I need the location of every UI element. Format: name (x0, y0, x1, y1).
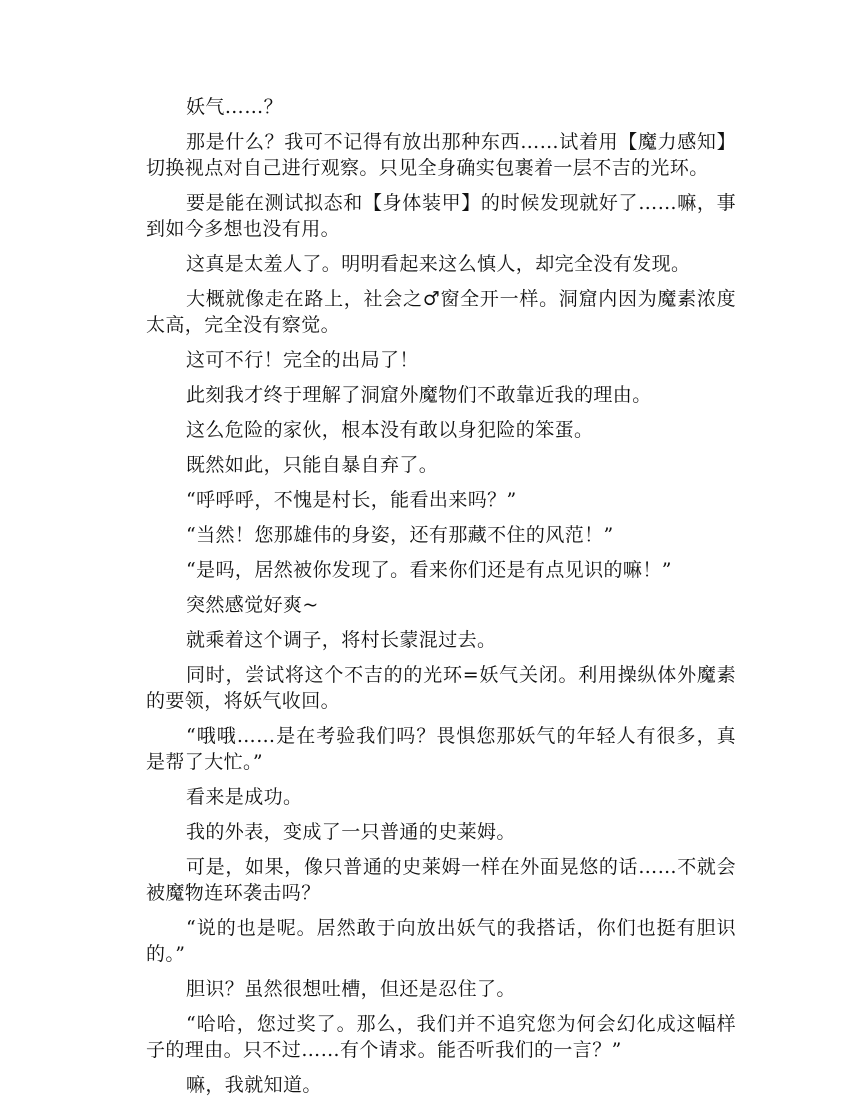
paragraph: 大概就像走在路上，社会之♂窗全开一样。洞窟内因为魔素浓度太高，完全没有察觉。 (146, 288, 736, 336)
paragraph: 此刻我才终于理解了洞窟外魔物们不敢靠近我的理由。 (186, 384, 652, 406)
document-body (146, 94, 736, 1107)
paragraph: 嘛，我就知道。 (186, 1074, 322, 1096)
paragraph: 我的外表，变成了一只普通的史莱姆。 (186, 821, 516, 843)
paragraph: 既然如此，只能自暴自弃了。 (186, 454, 439, 476)
paragraph: “哈哈，您过奖了。那么，我们并不追究您为何会幻化成这幅样子的理由。只不过……有个请求。能否听我们的一言？” (146, 1013, 736, 1061)
paragraph: 妖气……？ (186, 96, 284, 118)
paragraph: 这真是太羞人了。明明看起来这么慎人，却完全没有发现。 (186, 253, 691, 275)
paragraph: “是吗，居然被你发现了。看来你们还是有点见识的嘛！” (186, 559, 672, 581)
paragraph: 胆识？虽然很想吐槽，但还是忍住了。 (186, 978, 516, 1000)
paragraph: “当然！您那雄伟的身姿，还有那藏不住的风范！” (186, 524, 614, 546)
paragraph: “哦哦……是在考验我们吗？畏惧您那妖气的年轻人有很多，真是帮了大忙。” (146, 725, 736, 773)
paragraph: 可是，如果，像只普通的史莱姆一样在外面晃悠的话……不就会被魔物连环袭击吗？ (146, 856, 736, 904)
paragraph: 这么危险的家伙，根本没有敢以身犯险的笨蛋。 (186, 419, 594, 441)
paragraph: 突然感觉好爽~ (186, 594, 319, 616)
paragraph: “说的也是呢。居然敢于向放出妖气的我搭话，你们也挺有胆识的。” (146, 917, 736, 965)
paragraph: 那是什么？我可不记得有放出那种东西……试着用【魔力感知】切换视点对自己进行观察。只见全身确实包裹着一层不吉的光环。 (146, 131, 736, 179)
paragraph: 要是能在测试拟态和【身体装甲】的时候发现就好了……嘛，事到如今多想也没有用。 (146, 192, 736, 240)
paragraph: 同时，尝试将这个不吉的的光环=妖气关闭。利用操纵体外魔素的要领，将妖气收回。 (146, 664, 736, 712)
paragraph: 这可不行！完全的出局了！ (186, 349, 419, 371)
paragraph: 就乘着这个调子，将村长蒙混过去。 (186, 629, 497, 651)
paragraph: 看来是成功。 (186, 786, 303, 808)
paragraph: “呼呼呼，不愧是村长，能看出来吗？” (186, 489, 517, 511)
